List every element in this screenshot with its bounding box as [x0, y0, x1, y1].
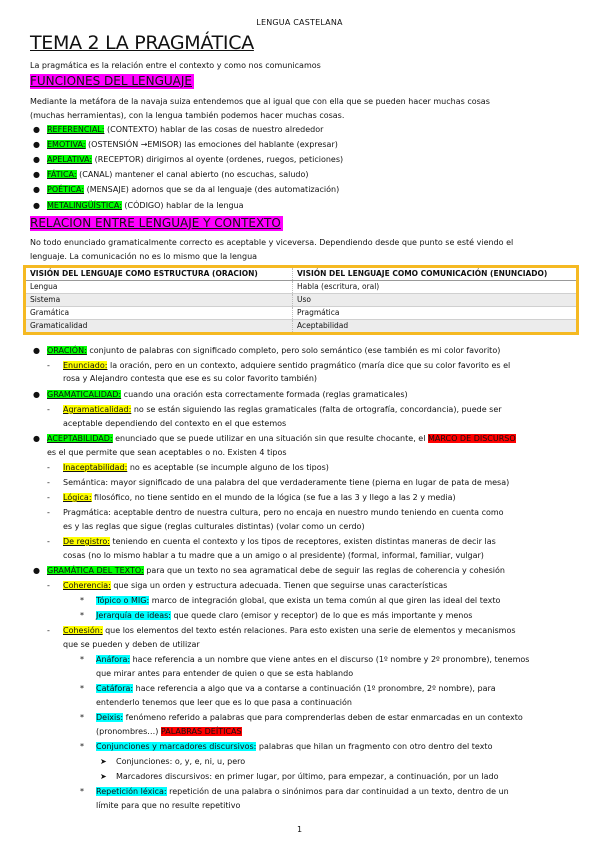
section2-para-line2: lenguaje. La comunicación no es lo mismo que la lengua [30, 252, 258, 261]
table-row [25, 294, 578, 307]
table-header-cell: VISIÓN DEL LENGUAJE COMO COMUNICACIÓN (ENUNCIADO) [293, 267, 578, 281]
list-item [63, 360, 510, 371]
continuation-line: cosas (no lo mismo hablar a tu madre que a un amigo o al presidente) (formal, informal, familiar, vulgar) [63, 551, 484, 560]
dash-marker: - [47, 361, 50, 370]
continuation-line: límite para que no resulte repetitivo [96, 801, 241, 810]
list-item [47, 389, 408, 400]
term: GRAMATICALIDAD: [47, 390, 122, 399]
list-item [96, 741, 492, 752]
term: APELATIVA: [47, 155, 93, 164]
definition: que quede claro (emisor y receptor) de lo que es más importante y menos [170, 611, 473, 620]
dash-marker: - [47, 626, 50, 635]
definition: enunciado que se puede utilizar en una situación sin que resulte chocante, el [112, 434, 428, 443]
definition: que los elementos del texto estén relaciones. Para esto existen una serie de elementos y mecanismos [102, 626, 516, 635]
table-row [25, 320, 578, 334]
table-cell: Aceptabilidad [293, 320, 578, 334]
list-item [47, 124, 323, 135]
section2-para-line1: No todo enunciado gramaticalmente correcto es aceptable y viceversa. Dependiendo desde que punto se esté viendo el [30, 238, 514, 247]
page-header: LENGUA CASTELANA [256, 18, 343, 27]
page-title: TEMA 2 LA PRAGMÁTICA [30, 32, 254, 54]
term: GRAMÁTICA DEL TEXTO: [47, 566, 144, 575]
dash-marker: - [47, 581, 50, 590]
definition: filosófico, no tiene sentido en el mundo de la lógica (se fue a las 3 y llego a las 2 y media) [91, 493, 456, 502]
asterisk-marker: * [80, 787, 84, 796]
comparison-table [23, 265, 579, 335]
dash-marker: - [47, 463, 50, 472]
continuation-line: aceptable dependiendo del contexto en el que estemos [63, 419, 287, 428]
definition: (RECEPTOR) dirigirnos al oyente (ordenes, ruegos, peticiones) [92, 155, 344, 164]
list-item [47, 154, 343, 165]
table-cell: Pragmática [293, 307, 578, 320]
term: Enunciado: [63, 361, 108, 370]
definition: no se están siguiendo las reglas gramaticales (falta de ortografía, concordancia), puede ser [131, 405, 502, 414]
term: ACEPTABILIDAD: [47, 434, 113, 443]
table-cell: Gramaticalidad [25, 320, 293, 334]
term: Jerarquía de ideas: [96, 611, 171, 620]
dash-marker: - [47, 478, 50, 487]
definition: (CANAL) mantener el canal abierto (no escuchas, saludo) [76, 170, 309, 179]
bullet-dot: ● [33, 346, 40, 355]
definition: cuando una oración esta correctamente formada (reglas gramaticales) [121, 390, 408, 399]
asterisk-marker: * [80, 742, 84, 751]
term: METALINGÜÍSTICA: [47, 201, 122, 210]
list-item [63, 492, 456, 503]
term: Anáfora: [96, 655, 131, 664]
arrow-marker-icon: ➤ [100, 757, 107, 766]
term: REFERENCIAL: [47, 125, 105, 134]
list-item [47, 433, 516, 444]
term: Repetición léxica: [96, 787, 167, 796]
definition: no es aceptable (se incumple alguno de los tipos) [127, 463, 329, 472]
list-item: Pragmática: aceptable dentro de nuestra cultura, pero no encaja en nuestro mundo teniendo en cuenta como [63, 508, 504, 517]
marco-discurso-highlight: MARCO DE DISCURSO [427, 434, 516, 443]
definition: para que un texto no sea agramatical debe de seguir las reglas de coherencia y cohesión [143, 566, 505, 575]
table-cell: Gramática [25, 307, 293, 320]
term: Deixis: [96, 713, 124, 722]
term: Agramaticalidad: [63, 405, 132, 414]
arrow-marker-icon: ➤ [100, 772, 107, 781]
definition: conjunto de palabras con significado completo, pero solo semántico (ese también es mi color favorito) [86, 346, 501, 355]
list-item: Semántica: mayor significado de una palabra del que verdaderamente tiene (pierna en lugar de pata de mesa) [63, 478, 510, 487]
table-cell: Uso [293, 294, 578, 307]
definition: teniendo en cuenta el contexto y los tipos de receptores, existen distintas maneras de decir las [109, 537, 496, 546]
dash-marker: - [47, 493, 50, 502]
definition: repetición de una palabra o sinónimos para dar continuidad a un texto, dentro de un [166, 787, 509, 796]
term: POÉTICA: [47, 185, 85, 194]
definition: palabras que hilan un fragmento con otro dentro del texto [256, 742, 493, 751]
continuation-line: rosa y Alejandro contesta que ese es su color favorito también) [63, 374, 318, 383]
list-item [63, 462, 329, 473]
list-item [47, 200, 244, 211]
term: Conjunciones y marcadores discursivos: [96, 742, 257, 751]
continuation-line: es y las reglas que sigue (reglas culturales distintas) (volar como un cerdo) [63, 522, 365, 531]
bullet-dot: ● [33, 125, 40, 134]
bullet-dot: ● [33, 155, 40, 164]
list-item [96, 654, 529, 665]
term: Cohesión: [63, 626, 103, 635]
section-heading-funciones: FUNCIONES DEL LENGUAJE [30, 74, 192, 88]
section1-para-line2: (muchas herramientas), con la lengua también podemos hacer muchas cosas. [30, 111, 345, 120]
table-cell: Lengua [25, 281, 293, 294]
list-item [96, 712, 523, 723]
definition: (CONTEXTO) hablar de las cosas de nuestro alrededor [104, 125, 324, 134]
definition: (OSTENSIÓN →EMISOR) las emociones del hablante (expresar) [85, 140, 338, 149]
continuation-line [96, 726, 242, 737]
page-number: 1 [296, 825, 303, 834]
table-cell: Habla (escritura, oral) [293, 281, 578, 294]
list-item [47, 184, 339, 195]
list-item [63, 580, 447, 591]
definition: hace referencia a algo que va a contarse a continuación (1º pronombre, 2º nombre), para [133, 684, 496, 693]
asterisk-marker: * [80, 596, 84, 605]
intro-text: La pragmática es la relación entre el contexto y como nos comunicamos [30, 61, 321, 70]
term: EMOTIVA: [47, 140, 86, 149]
list-item: Marcadores discursivos: en primer lugar, por último, para empezar, a continuación, por un lado [116, 772, 499, 781]
asterisk-marker: * [80, 611, 84, 620]
term: De registro: [63, 537, 110, 546]
section1-para-line1: Mediante la metáfora de la navaja suiza entendemos que al igual que con ella que se pueden hacer muchas cosas [30, 97, 490, 106]
bullet-dot: ● [33, 390, 40, 399]
term: Inaceptabilidad: [63, 463, 128, 472]
bullet-dot: ● [33, 201, 40, 210]
term: Coherencia: [63, 581, 111, 590]
table-header-row [25, 267, 578, 281]
term: Catáfora: [96, 684, 134, 693]
continuation-line: que mirar antes para entender de quien o que se esta hablando [96, 669, 354, 678]
list-item [47, 345, 500, 356]
continuation-line: es el que permite que sean aceptables o no. Existen 4 tipos [47, 448, 287, 457]
dash-marker: - [47, 537, 50, 546]
list-item: Conjunciones: o, y, e, ni, u, pero [116, 757, 246, 766]
dash-marker: - [47, 405, 50, 414]
bullet-dot: ● [33, 185, 40, 194]
definition: (MENSAJE) adornos que se da al lenguaje (des automatización) [84, 185, 340, 194]
table-header-cell: VISIÓN DEL LENGUAJE COMO ESTRUCTURA (ORACION) [25, 267, 293, 281]
definition: que siga un orden y estructura adecuada. Tienen que seguirse unas características [110, 581, 448, 590]
list-item [63, 404, 502, 415]
term: Tópico o MIG: [96, 596, 150, 605]
bullet-dot: ● [33, 170, 40, 179]
continuation-line: entenderlo tenemos que leer que es lo que pasa a continuación [96, 698, 352, 707]
table-row [25, 281, 578, 294]
term: FÁTICA: [47, 170, 77, 179]
palabras-deicticas-highlight: PALABRAS DEÍTICAS [160, 727, 242, 736]
list-item [47, 139, 338, 150]
bullet-dot: ● [33, 434, 40, 443]
list-item [47, 169, 309, 180]
definition: (CÓDIGO) hablar de la lengua [121, 201, 244, 210]
section-heading-relacion: RELACION ENTRE LENGUAJE Y CONTEXTO [30, 216, 281, 230]
asterisk-marker: * [80, 684, 84, 693]
deixis-line-text: (pronombres…) [96, 727, 161, 736]
definition: hace referencia a un nombre que viene antes en el discurso (1º nombre y 2º pronombre), tenemos [130, 655, 530, 664]
table-row [25, 307, 578, 320]
dash-marker: - [47, 508, 50, 517]
list-item [47, 565, 505, 576]
bullet-dot: ● [33, 140, 40, 149]
table-cell: Sistema [25, 294, 293, 307]
list-item [96, 595, 500, 606]
definition: la oración, pero en un contexto, adquiere sentido pragmático (maría dice que su color favorito es el [107, 361, 511, 370]
bullet-dot: ● [33, 566, 40, 575]
list-item [96, 786, 509, 797]
definition: marco de integración global, que exista un tema común al que giren las ideal del texto [149, 596, 501, 605]
definition: fenómeno referido a palabras que para comprenderlas deben de estar enmarcadas en un contexto [123, 713, 523, 722]
list-item [63, 536, 496, 547]
list-item [96, 610, 472, 621]
term: Lógica: [63, 493, 92, 502]
asterisk-marker: * [80, 655, 84, 664]
term: ORACIÓN: [47, 346, 87, 355]
asterisk-marker: * [80, 713, 84, 722]
list-item [63, 625, 516, 636]
list-item [96, 683, 496, 694]
continuation-line: que se pueden y deben de utilizar [63, 640, 200, 649]
